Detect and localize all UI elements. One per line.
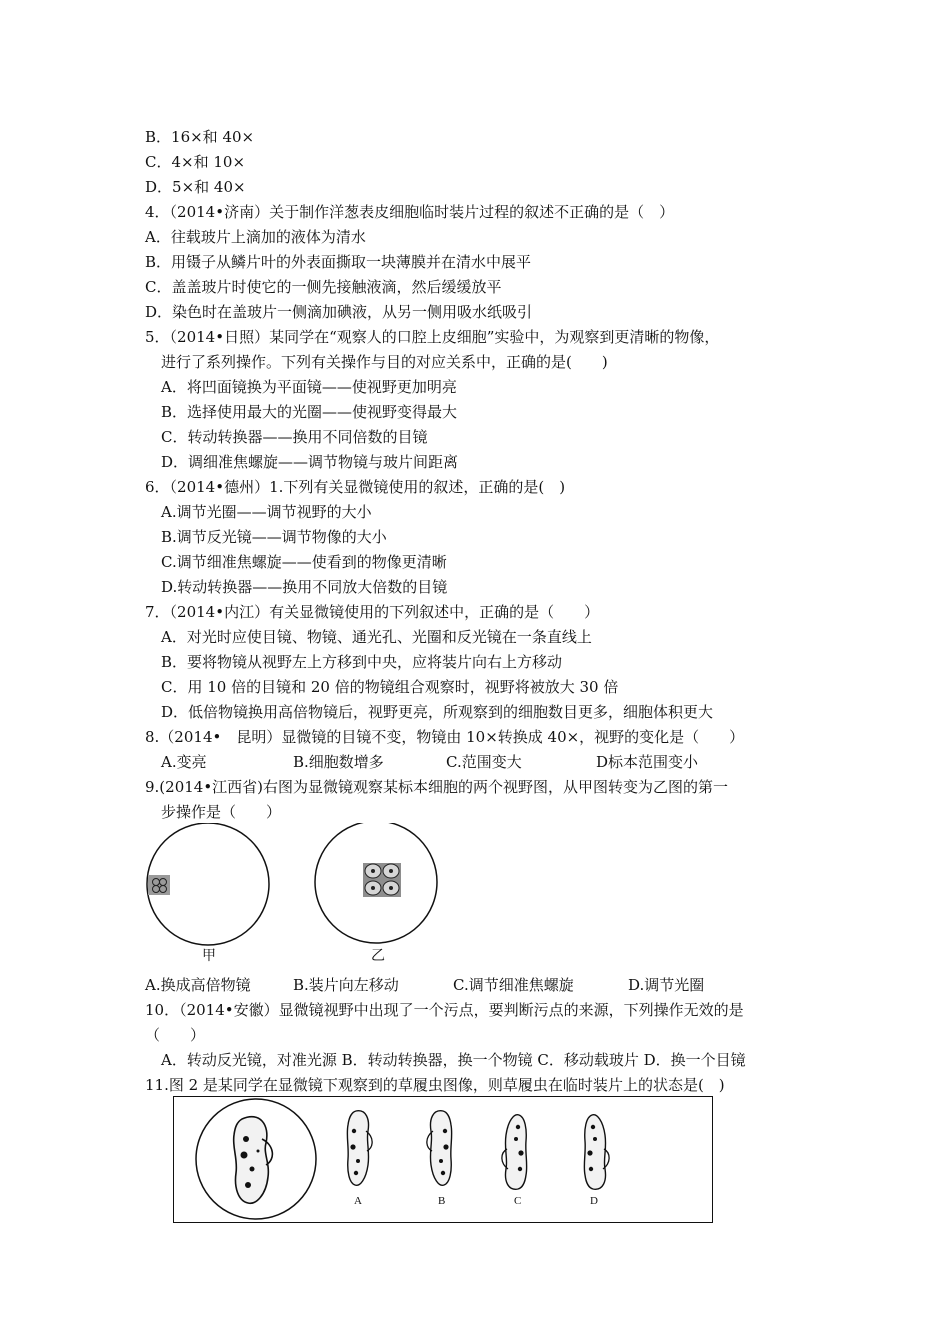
- line-q8-b: B.细胞数增多: [293, 753, 384, 771]
- paramecium-figure-box: [173, 1096, 713, 1223]
- caption-jia: 甲: [202, 948, 216, 964]
- label-a: A: [354, 1195, 362, 1207]
- line-q5-d: D．调细准焦螺旋——调节物镜与玻片间距离: [161, 453, 459, 471]
- line-q4-b: B．用镊子从鳞片叶的外表面撕取一块薄膜并在清水中展平: [145, 253, 532, 271]
- line-q10-options: A．转动反光镜，对准光源 B．转动转换器，换一个物镜 C．移动载玻片 D．换一个目镜: [161, 1051, 746, 1069]
- field-jia: [147, 823, 269, 945]
- field-yi: [315, 823, 437, 943]
- line-q9-a: A.换成高倍物镜: [145, 976, 251, 994]
- question-5-cont: 进行了系列操作。下列有关操作与目的对应关系中，正确的是( ): [161, 353, 608, 371]
- line-q5-b: B．选择使用最大的光圈——使视野变得最大: [161, 403, 458, 421]
- paramecium-option-a: [347, 1111, 372, 1186]
- line-q7-a: A．对光时应使目镜、物镜、通光孔、光圈和反光镜在一条直线上: [161, 628, 592, 646]
- line-q5-c: C．转动转换器——换用不同倍数的目镜: [161, 428, 428, 446]
- line-q6-b: B.调节反光镜——调节物像的大小: [161, 528, 387, 546]
- question-10-cont: （ ）: [145, 1026, 206, 1044]
- line-q7-d: D．低倍物镜换用高倍物镜后，视野更亮，所观察到的细胞数目更多，细胞体积更大: [161, 703, 714, 721]
- line-q4-d: D．染色时在盖玻片一侧滴加碘液，从另一侧用吸水纸吸引: [145, 303, 533, 321]
- question-8: 8.（2014• 昆明）显微镜的目镜不变，物镜由 10×转换成 40×，视野的变化是（ ）: [145, 728, 745, 746]
- line-q6-d: D.转动转换器——换用不同放大倍数的目镜: [161, 578, 448, 596]
- question-7: 7．（2014•内江）有关显微镜使用的下列叙述中，正确的是（ ）: [145, 603, 600, 621]
- line-q7-b: B．要将物镜从视野左上方移到中央，应将装片向右上方移动: [161, 653, 563, 671]
- paramecium-option-b: [427, 1111, 452, 1186]
- paramecium-option-d: [584, 1115, 609, 1190]
- line-q3-b: B．16×和 40×: [145, 128, 255, 146]
- question-5: 5．（2014•日照）某同学在“观察人的口腔上皮细胞”实验中，为观察到更清晰的物像，: [145, 328, 720, 346]
- line-q6-c: C.调节细准焦螺旋——使看到的物像更清晰: [161, 553, 447, 571]
- caption-yi: 乙: [371, 948, 385, 964]
- line-q6-a: A.调节光圈——调节视野的大小: [161, 503, 372, 521]
- line-q3-c: C．4×和 10×: [145, 153, 246, 171]
- label-d: D: [590, 1195, 598, 1207]
- question-10: 10．（2014•安徽）显微镜视野中出现了一个污点，要判断污点的来源，下列操作无效的是: [145, 1001, 744, 1019]
- line-q8-a: A.变亮: [161, 753, 207, 771]
- label-b: B: [438, 1195, 446, 1207]
- paramecium-in-field: [234, 1117, 273, 1204]
- question-9: 9.(2014•江西省)右图为显微镜观察某标本细胞的两个视野图，从甲图转变为乙图的第一: [145, 778, 729, 796]
- line-q3-d: D．5×和 40×: [145, 178, 246, 196]
- line-q4-c: C．盖盖玻片时使它的一侧先接触液滴，然后缓缓放平: [145, 278, 502, 296]
- line-q9-b: B.装片向左移动: [293, 976, 399, 994]
- line-q5-a: A．将凹面镜换为平面镜——使视野更加明亮: [161, 378, 457, 396]
- line-q7-c: C．用 10 倍的目镜和 20 倍的物镜组合观察时，视野将被放大 30 倍: [161, 678, 619, 696]
- line-q4-a: A．往载玻片上滴加的液体为清水: [145, 228, 366, 246]
- line-q8-c: C.范围变大: [446, 753, 522, 771]
- microscope-field-figure: [140, 823, 460, 948]
- question-6: 6．（2014•德州）1.下列有关显微镜使用的叙述，正确的是( ): [145, 478, 566, 496]
- question-4: 4．（2014•济南）关于制作洋葱表皮细胞临时装片过程的叙述不正确的是（ ）: [145, 203, 675, 221]
- line-q8-d: D标本范围变小: [596, 753, 699, 771]
- line-q9-c: C.调节细准焦螺旋: [453, 976, 574, 994]
- question-11: 11.图 2 是某同学在显微镜下观察到的草履虫图像，则草履虫在临时装片上的状态是( ): [145, 1076, 725, 1094]
- paramecium-option-c: [502, 1115, 527, 1190]
- question-9-cont: 步操作是（ ）: [161, 803, 282, 821]
- label-c: C: [514, 1195, 522, 1207]
- line-q9-d: D.调节光圈: [628, 976, 705, 994]
